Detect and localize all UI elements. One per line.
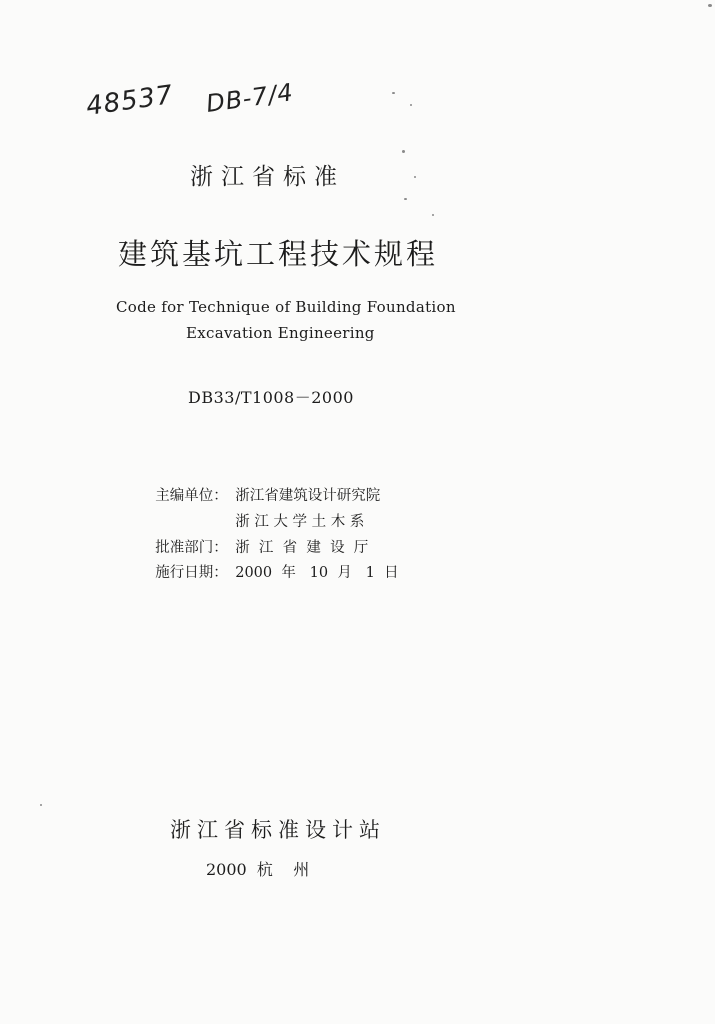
scan-speck: [392, 92, 395, 94]
handwritten-number: 48537: [84, 80, 176, 122]
handwritten-ref: DB-7/4: [204, 78, 296, 118]
scan-speck: [432, 214, 434, 216]
document-title-zh: 建筑基坑工程技术规程: [118, 237, 439, 271]
scan-speck: [410, 104, 412, 106]
scan-speck: [404, 198, 407, 200]
standard-type: 浙江省标准: [190, 164, 345, 190]
info-value: 浙江省建筑设计研究院: [235, 488, 381, 504]
info-value: 浙 江 省 建 设 厅: [235, 540, 369, 556]
scan-speck: [414, 176, 416, 178]
scan-speck: [708, 4, 712, 7]
document-title-en-line1: Code for Technique of Building Foundation: [116, 298, 456, 316]
publication-year-city: 2000 杭 州: [206, 860, 310, 879]
info-label: 主编单位：: [155, 488, 228, 504]
publisher: 浙江省标准设计站: [170, 818, 386, 842]
scan-speck: [402, 150, 405, 153]
info-value: 浙 江 大 学 土 木 系: [235, 514, 365, 530]
info-value: 2000 年 10 月 1 日: [235, 565, 399, 581]
scan-speck: [40, 804, 42, 806]
standard-code: DB33/T1008－2000: [188, 388, 354, 407]
info-row-effective-date: [146, 545, 399, 582]
info-label: 批准部门：: [155, 540, 228, 556]
document-title-en-line2: Excavation Engineering: [186, 324, 375, 342]
info-label: 施行日期：: [155, 565, 228, 581]
